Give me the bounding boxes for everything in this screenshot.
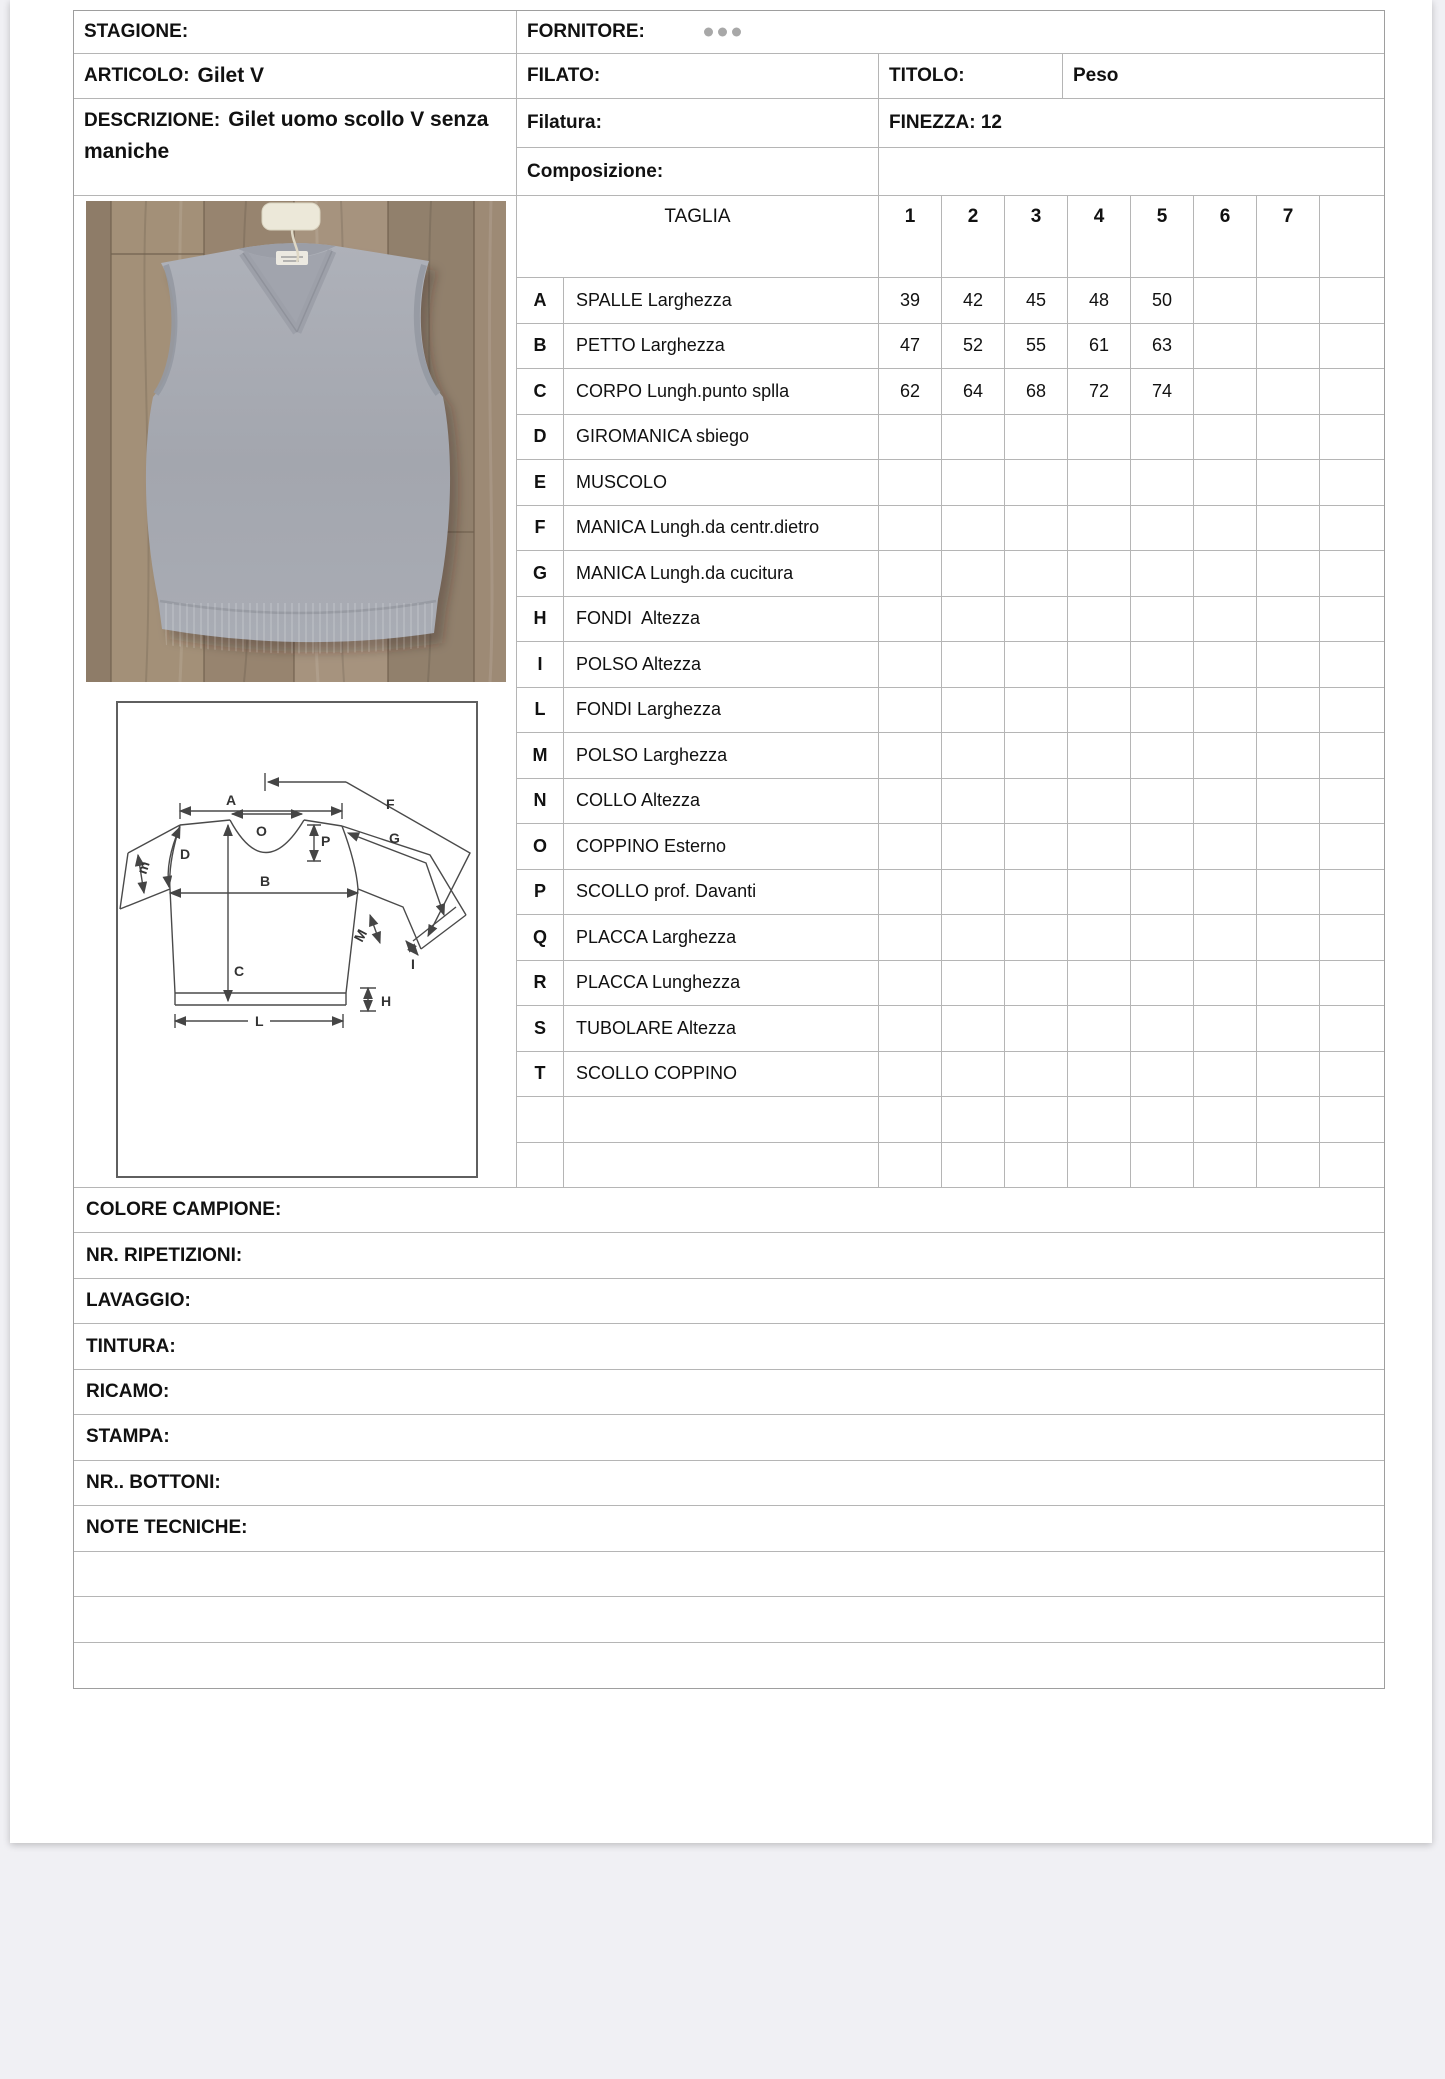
measure-name: COPPINO Esterno	[564, 824, 879, 870]
measure-value	[1194, 642, 1257, 688]
measure-value	[1068, 961, 1131, 1007]
notes-row-label: STAMPA:	[74, 1415, 1384, 1460]
measure-value	[1005, 961, 1068, 1007]
notes-row-label	[74, 1597, 1384, 1642]
sweater-sketch	[120, 773, 470, 1028]
peso-label: Peso	[1073, 65, 1119, 86]
measure-name	[564, 1143, 879, 1189]
measure-value: 42	[942, 278, 1005, 324]
measure-name: COLLO Altezza	[564, 779, 879, 825]
diagram-label-f: F	[386, 796, 395, 812]
measure-value	[1068, 1006, 1131, 1052]
stagione-cell	[74, 11, 517, 54]
brand-label	[276, 251, 308, 265]
measure-name: MANICA Lungh.da cucitura	[564, 551, 879, 597]
measure-name: PETTO Larghezza	[564, 324, 879, 370]
filato-cell	[517, 54, 879, 99]
measure-value	[1005, 870, 1068, 916]
measure-value	[1131, 642, 1194, 688]
measure-value-extra	[1320, 688, 1384, 734]
measure-value	[942, 1097, 1005, 1143]
measure-value	[1068, 1052, 1131, 1098]
measure-name: FONDI Larghezza	[564, 688, 879, 734]
measure-letter: E	[517, 460, 564, 506]
measure-value	[1131, 688, 1194, 734]
document-page	[10, 0, 1432, 1843]
notes-row-label: LAVAGGIO:	[74, 1279, 1384, 1324]
measure-value	[879, 551, 942, 597]
measure-letter: A	[517, 278, 564, 324]
size-col-header: 6	[1194, 196, 1257, 278]
measure-value	[879, 597, 942, 643]
measure-value	[879, 915, 942, 961]
measure-value	[1005, 824, 1068, 870]
titolo-label: TITOLO:	[889, 65, 965, 86]
measure-value	[879, 688, 942, 734]
vest-photo	[86, 201, 506, 682]
measure-value	[1194, 870, 1257, 916]
measure-value: 47	[879, 324, 942, 370]
measure-value	[879, 1097, 942, 1143]
measure-name: SCOLLO prof. Davanti	[564, 870, 879, 916]
notes-row-label: NOTE TECNICHE:	[74, 1506, 1384, 1551]
notes-row-label	[74, 1643, 1384, 1688]
measure-value	[879, 1006, 942, 1052]
notes-row-label: COLORE CAMPIONE:	[74, 1188, 1384, 1233]
filatura-cell	[517, 99, 879, 148]
hang-tag	[262, 203, 320, 230]
measure-value	[1194, 961, 1257, 1007]
measure-value	[1257, 324, 1320, 370]
size-col-header: 1	[879, 196, 942, 278]
measure-value	[1194, 506, 1257, 552]
fornitore-label: FORNITORE:	[527, 21, 645, 42]
measure-value	[1257, 1052, 1320, 1098]
measure-value	[942, 824, 1005, 870]
articolo-value: Gilet V	[197, 64, 265, 87]
measure-value: 61	[1068, 324, 1131, 370]
measure-value	[1194, 597, 1257, 643]
notes-row-label: NR.. BOTTONI:	[74, 1461, 1384, 1506]
measure-value	[1005, 779, 1068, 825]
measure-value	[1131, 824, 1194, 870]
measure-value	[1068, 870, 1131, 916]
size-col-header: 3	[1005, 196, 1068, 278]
measure-letter: G	[517, 551, 564, 597]
measure-value	[1131, 597, 1194, 643]
measure-name: FONDI Altezza	[564, 597, 879, 643]
measure-value	[1257, 460, 1320, 506]
measure-value	[1005, 915, 1068, 961]
notes-rows	[74, 1188, 1384, 1688]
stagione-label: STAGIONE:	[84, 21, 189, 42]
measure-value	[1131, 460, 1194, 506]
measure-letter: S	[517, 1006, 564, 1052]
measure-value	[1257, 1097, 1320, 1143]
measure-value	[879, 506, 942, 552]
measure-value	[1131, 1097, 1194, 1143]
notes-row-label: RICAMO:	[74, 1370, 1384, 1415]
measure-value	[1257, 1006, 1320, 1052]
diagram-label-c: C	[234, 963, 245, 979]
measure-value	[1131, 506, 1194, 552]
measure-letter: P	[517, 870, 564, 916]
measure-value	[1005, 1097, 1068, 1143]
articolo-cell	[74, 54, 517, 99]
measure-value	[1257, 688, 1320, 734]
diagram-label-i: I	[411, 956, 415, 972]
measure-name: GIROMANICA sbiego	[564, 415, 879, 461]
measure-value	[1194, 324, 1257, 370]
measure-value-extra	[1320, 506, 1384, 552]
measure-name: POLSO Larghezza	[564, 733, 879, 779]
measure-value	[1005, 597, 1068, 643]
measure-value	[1005, 688, 1068, 734]
measure-value	[1068, 642, 1131, 688]
measure-value-extra	[1320, 870, 1384, 916]
measure-name: POLSO Altezza	[564, 642, 879, 688]
measure-value: 50	[1131, 278, 1194, 324]
diagram-label-o: O	[256, 823, 267, 839]
measure-value	[1068, 779, 1131, 825]
measure-value-extra	[1320, 415, 1384, 461]
measure-value	[942, 870, 1005, 916]
measure-value: 64	[942, 369, 1005, 415]
size-table	[517, 196, 1384, 1188]
measure-value: 68	[1005, 369, 1068, 415]
measure-value	[879, 733, 942, 779]
measure-letter: M	[517, 733, 564, 779]
measure-value	[879, 642, 942, 688]
measure-value	[1194, 688, 1257, 734]
measure-value	[1257, 278, 1320, 324]
finezza-label: FINEZZA: 12	[889, 112, 1002, 133]
measure-value-extra	[1320, 369, 1384, 415]
measure-letter: I	[517, 642, 564, 688]
measure-value	[1068, 1097, 1131, 1143]
measure-value	[1257, 642, 1320, 688]
measure-value	[1194, 824, 1257, 870]
measure-value-extra	[1320, 961, 1384, 1007]
diagram-label-m-cuff: M	[350, 926, 371, 945]
measure-value-extra	[1320, 324, 1384, 370]
diagram-label-h: H	[381, 993, 392, 1009]
measure-value	[1194, 1143, 1257, 1189]
measure-value	[879, 824, 942, 870]
measure-value	[942, 1052, 1005, 1098]
measure-value: 63	[1131, 324, 1194, 370]
measure-letter: B	[517, 324, 564, 370]
measure-value: 62	[879, 369, 942, 415]
measure-value	[1257, 415, 1320, 461]
measure-name: SCOLLO COPPINO	[564, 1052, 879, 1098]
measure-value	[1194, 733, 1257, 779]
measure-name: CORPO Lungh.punto splla	[564, 369, 879, 415]
measure-value	[1257, 1143, 1320, 1189]
size-col-header-extra	[1320, 196, 1384, 278]
measure-value	[1068, 688, 1131, 734]
measure-value	[1005, 733, 1068, 779]
measure-value	[1194, 460, 1257, 506]
size-col-header: 4	[1068, 196, 1131, 278]
measure-value-extra	[1320, 1006, 1384, 1052]
measure-letter: R	[517, 961, 564, 1007]
measure-value	[942, 597, 1005, 643]
measure-value	[1194, 369, 1257, 415]
taglia-header: TAGLIA	[517, 196, 879, 278]
measure-value	[879, 1052, 942, 1098]
measure-letter	[517, 1143, 564, 1189]
notes-row-label: TINTURA:	[74, 1324, 1384, 1369]
measure-value	[879, 870, 942, 916]
measure-value	[1005, 1006, 1068, 1052]
finezza-cell	[879, 99, 1384, 148]
measure-value	[1005, 415, 1068, 461]
diagram-label-d: D	[180, 846, 191, 862]
measure-value	[1068, 506, 1131, 552]
measure-value-extra	[1320, 551, 1384, 597]
measure-value	[942, 506, 1005, 552]
measure-value	[942, 779, 1005, 825]
measure-value	[879, 415, 942, 461]
measure-letter: D	[517, 415, 564, 461]
notes-row-label: NR. RIPETIZIONI:	[74, 1233, 1384, 1278]
measure-value	[1068, 915, 1131, 961]
measure-value	[1257, 733, 1320, 779]
measure-letter	[517, 1097, 564, 1143]
filato-label: FILATO:	[527, 65, 601, 86]
measure-value	[1194, 1006, 1257, 1052]
measure-value	[942, 688, 1005, 734]
measure-value	[1131, 415, 1194, 461]
composizione-label: Composizione:	[527, 160, 664, 182]
measure-letter: N	[517, 779, 564, 825]
measure-value	[1257, 369, 1320, 415]
diagram-label-l: L	[255, 1013, 264, 1029]
size-col-header: 2	[942, 196, 1005, 278]
measure-value	[1005, 1052, 1068, 1098]
measure-value	[942, 733, 1005, 779]
titolo-cell	[879, 54, 1063, 99]
measure-value	[1194, 1052, 1257, 1098]
measure-value	[1005, 551, 1068, 597]
measure-value	[1194, 278, 1257, 324]
notes-row-label	[74, 1552, 1384, 1597]
measure-value-extra	[1320, 733, 1384, 779]
measure-name: PLACCA Lunghezza	[564, 961, 879, 1007]
measure-value-extra	[1320, 824, 1384, 870]
measure-value	[1131, 551, 1194, 597]
measure-value	[1194, 915, 1257, 961]
measure-value: 72	[1068, 369, 1131, 415]
descrizione-label: DESCRIZIONE:	[84, 110, 221, 131]
measure-value	[1005, 642, 1068, 688]
measure-value	[879, 1143, 942, 1189]
measure-value	[1194, 779, 1257, 825]
measure-value-extra	[1320, 642, 1384, 688]
measure-value	[1257, 551, 1320, 597]
composizione-cell	[517, 148, 879, 196]
measure-value	[1068, 415, 1131, 461]
measure-value	[1131, 961, 1194, 1007]
measure-letter: T	[517, 1052, 564, 1098]
diagram-label-m-small: m	[133, 859, 153, 876]
measure-value	[1005, 506, 1068, 552]
measure-letter: Q	[517, 915, 564, 961]
measure-name: SPALLE Larghezza	[564, 278, 879, 324]
measure-value	[1257, 506, 1320, 552]
measure-name: TUBOLARE Altezza	[564, 1006, 879, 1052]
measure-value	[879, 961, 942, 1007]
size-col-header: 7	[1257, 196, 1320, 278]
diagram-label-b: B	[260, 873, 271, 889]
filatura-label: Filatura:	[527, 112, 602, 133]
measure-value	[1068, 733, 1131, 779]
measure-value	[1257, 779, 1320, 825]
measurement-diagram	[116, 701, 478, 1178]
measure-value	[1194, 1097, 1257, 1143]
measure-letter: H	[517, 597, 564, 643]
measure-value	[1068, 824, 1131, 870]
measure-value	[1194, 415, 1257, 461]
measure-value-extra	[1320, 1052, 1384, 1098]
measure-name: MANICA Lungh.da centr.dietro	[564, 506, 879, 552]
measure-value	[1131, 1143, 1194, 1189]
measure-value	[942, 551, 1005, 597]
measure-value	[1131, 870, 1194, 916]
descrizione-cell	[74, 99, 517, 196]
ellipsis-dots-icon	[704, 28, 741, 37]
empty-header-cell	[879, 148, 1384, 196]
measure-value-extra	[1320, 460, 1384, 506]
measure-value	[1131, 1052, 1194, 1098]
measure-letter: F	[517, 506, 564, 552]
measure-value	[942, 460, 1005, 506]
measure-value: 74	[1131, 369, 1194, 415]
measure-value-extra	[1320, 779, 1384, 825]
descrizione-value: Gilet uomo scollo V senza maniche	[84, 108, 489, 163]
measure-name: PLACCA Larghezza	[564, 915, 879, 961]
spec-sheet-table	[73, 10, 1385, 1689]
measure-value	[1131, 915, 1194, 961]
measure-value	[942, 415, 1005, 461]
measure-value	[942, 961, 1005, 1007]
measure-value	[879, 779, 942, 825]
measure-value-extra	[1320, 278, 1384, 324]
measure-value	[1257, 597, 1320, 643]
measure-value	[1131, 733, 1194, 779]
measure-value	[1194, 551, 1257, 597]
measure-value	[1131, 1006, 1194, 1052]
measure-value	[1257, 961, 1320, 1007]
measure-value: 55	[1005, 324, 1068, 370]
measure-value	[1005, 460, 1068, 506]
diagram-label-p: P	[321, 833, 331, 849]
measure-value	[1257, 870, 1320, 916]
size-col-header: 5	[1131, 196, 1194, 278]
measure-value: 52	[942, 324, 1005, 370]
measure-value	[1068, 551, 1131, 597]
peso-cell	[1063, 54, 1384, 99]
articolo-label: ARTICOLO:	[84, 65, 190, 86]
measure-letter: C	[517, 369, 564, 415]
diagram-label-a: A	[226, 792, 237, 808]
media-cell	[74, 196, 517, 1188]
measure-letter: O	[517, 824, 564, 870]
fornitore-cell	[517, 11, 1384, 54]
measure-value	[1005, 1143, 1068, 1189]
measure-value: 45	[1005, 278, 1068, 324]
measure-name: MUSCOLO	[564, 460, 879, 506]
measure-value: 48	[1068, 278, 1131, 324]
measure-value	[1068, 460, 1131, 506]
measure-value-extra	[1320, 597, 1384, 643]
measure-value	[1257, 915, 1320, 961]
measure-letter: L	[517, 688, 564, 734]
measure-value	[1257, 824, 1320, 870]
measure-value-extra	[1320, 1143, 1384, 1189]
measure-value	[1068, 597, 1131, 643]
measure-value-extra	[1320, 1097, 1384, 1143]
measure-value	[942, 915, 1005, 961]
measure-value	[942, 1006, 1005, 1052]
measure-value	[1131, 779, 1194, 825]
measure-name	[564, 1097, 879, 1143]
measure-value	[1068, 1143, 1131, 1189]
measure-value	[942, 1143, 1005, 1189]
diagram-label-g: G	[389, 830, 400, 846]
measure-value-extra	[1320, 915, 1384, 961]
measure-value	[879, 460, 942, 506]
measure-value	[942, 642, 1005, 688]
measure-value: 39	[879, 278, 942, 324]
